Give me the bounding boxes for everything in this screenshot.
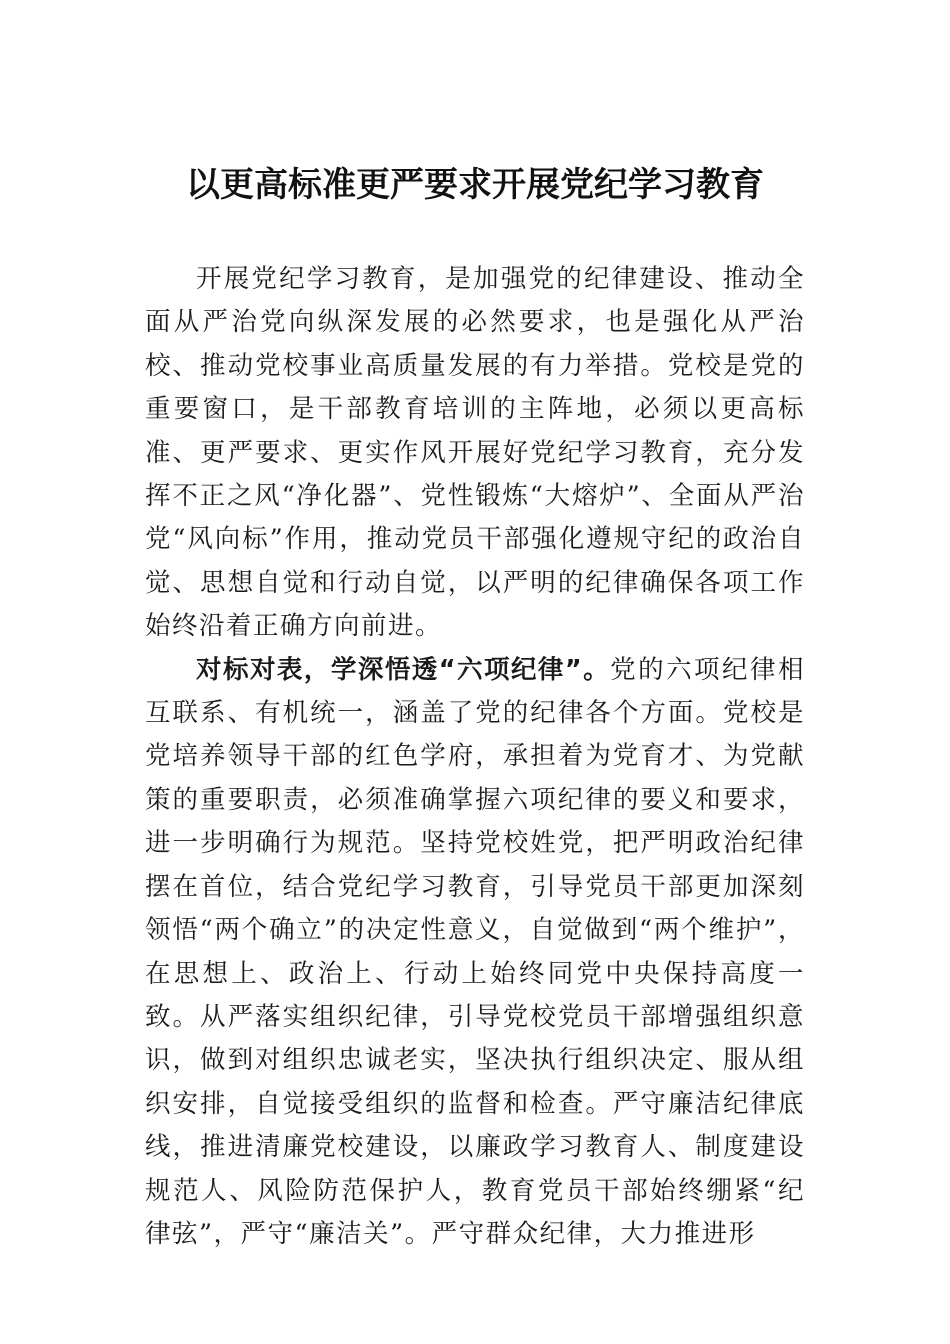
paragraph-intro bbox=[145, 258, 805, 649]
paragraph-text: 开展党纪学习教育，是加强党的纪律建设、推动全面从严治党向纵深发展的必然要求，也是强化从严治校、推动党校事业高质量发展的有力举措。党校是党的重要窗口，是干部教育培训的主阵地，必须以更高标准、更严要求、更实作风开展好党纪学习教育，充分发挥不正之风“净化器”、党性锻炼“大熔炉”、全面从严治党“风向标”作用，推动党员干部强化遵规守纪的政治自觉、思想自觉和行动自觉，以严明的纪律确保各项工作始终沿着正确方向前进。 bbox=[145, 264, 805, 642]
document-body bbox=[145, 258, 805, 1256]
document-title: 以更高标准更严要求开展党纪学习教育 bbox=[186, 165, 764, 205]
paragraph-text: 党的六项纪律相互联系、有机统一，涵盖了党的纪律各个方面。党校是党培养领导干部的红色学府，承担着为党育才、为党献策的重要职责，必须准确掌握六项纪律的要义和要求，进一步明确行为规范。坚持党校姓党，把严明政治纪律摆在首位，结合党纪学习教育，引导党员干部更加深刻领悟“两个确立”的决定性意义，自觉做到“两个维护”，在思想上、政治上、行动上始终同党中央保持高度一致。从严落实组织纪律，引导党校党员干部增强组织意识，做到对组织忠诚老实，坚决执行组织决定、服从组织安排，自觉接受组织的监督和检查。严守廉洁纪律底线，推进清廉党校建设，以廉政学习教育人、制度建设规范人、风险防范保护人，教育党员干部始终绷紧“纪律弦”，严守“廉洁关”。严守群众纪律，大力推进形 bbox=[145, 654, 805, 1249]
paragraph-lead: 对标对表，学深悟透“六项纪律”。 bbox=[196, 654, 611, 685]
paragraph-six-disciplines bbox=[145, 649, 805, 1257]
